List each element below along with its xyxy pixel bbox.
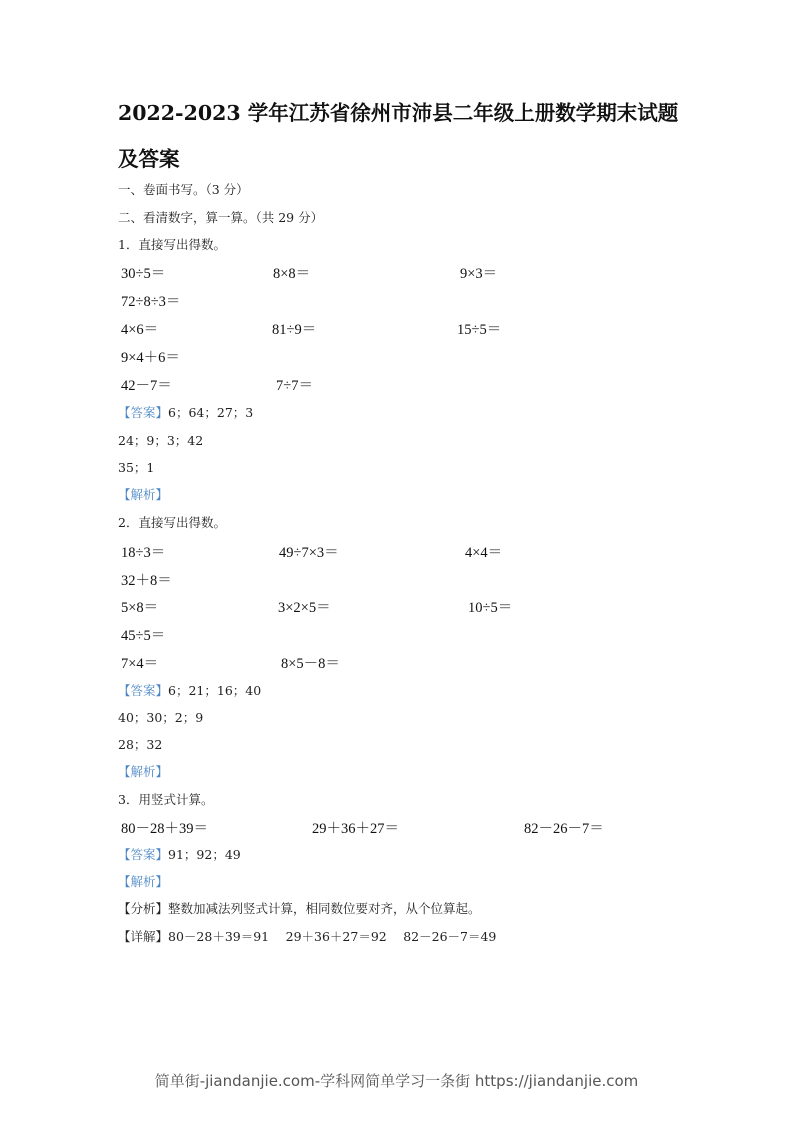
q1-item: 15÷5＝ xyxy=(457,322,502,338)
document-title-cont: 及答案 xyxy=(118,147,180,171)
q3-item: 82－26－7＝ xyxy=(524,821,604,837)
q3-detail xyxy=(118,927,496,945)
q2-answer-line: 28；32 xyxy=(118,737,163,752)
q1-item: 4×6＝ xyxy=(121,322,159,338)
q3-fenxi xyxy=(118,899,481,917)
q2-item: 45÷5＝ xyxy=(121,628,166,644)
q3-item: 29＋36＋27＝ xyxy=(312,821,399,837)
fenxi-label: 【分析】 xyxy=(118,901,169,916)
q3-heading: 3．用竖式计算。 xyxy=(118,792,214,807)
q1-item: 7÷7＝ xyxy=(276,378,313,394)
q2-item: 32＋8＝ xyxy=(121,573,172,589)
q1-heading: 1．直接写出得数。 xyxy=(118,237,226,252)
q2-item: 3×2×5＝ xyxy=(278,600,331,616)
q1-item: 81÷9＝ xyxy=(272,322,317,338)
answer-text: 6；64；27；3 xyxy=(168,405,254,420)
answer-text: 6；21；16；40 xyxy=(168,683,262,698)
q3-item: 80－28＋39＝ xyxy=(121,821,208,837)
answer-label: 【答案】 xyxy=(118,405,169,420)
q1-item: 42－7＝ xyxy=(121,378,172,394)
section-1-heading: 一、卷面书写。（3 分） xyxy=(118,182,249,197)
q2-heading: 2．直接写出得数。 xyxy=(118,515,226,530)
detail-text: 80－28＋39＝91 29＋36＋27＝92 82－26－7＝49 xyxy=(168,929,497,944)
q3-answer xyxy=(118,845,241,863)
answer-text: 91；92；49 xyxy=(168,847,241,862)
q2-item: 5×8＝ xyxy=(121,600,159,616)
q1-item: 8×8＝ xyxy=(273,266,311,282)
document-title: 2022-2023 学年江苏省徐州市沛县二年级上册数学期末试题 xyxy=(118,101,679,125)
q1-item: 30÷5＝ xyxy=(121,266,166,282)
q2-answer-line: 40；30；2；9 xyxy=(118,710,204,725)
q1-item: 9×4＋6＝ xyxy=(121,350,180,366)
q1-answer-line: 35；1 xyxy=(118,460,155,475)
q1-item: 9×3＝ xyxy=(460,266,498,282)
q2-item: 8×5－8＝ xyxy=(281,656,340,672)
footer-watermark: 简单街-jiandanjie.com-学科网简单学习一条街 https://jiandanjie.com xyxy=(154,1072,639,1090)
xiangjie-label: 【详解】 xyxy=(118,929,169,944)
q2-item: 4×4＝ xyxy=(465,545,503,561)
answer-label: 【答案】 xyxy=(118,683,169,698)
q2-item: 10÷5＝ xyxy=(468,600,513,616)
q2-item: 7×4＝ xyxy=(121,656,159,672)
q1-item: 72÷8÷3＝ xyxy=(121,294,181,310)
answer-label: 【答案】 xyxy=(118,847,169,862)
q2-item: 49÷7×3＝ xyxy=(279,545,339,561)
q1-answer xyxy=(118,403,253,421)
q2-answer xyxy=(118,681,261,699)
q2-analysis-label: 【解析】 xyxy=(118,764,169,779)
q1-analysis-label: 【解析】 xyxy=(118,487,169,502)
q1-answer-line: 24；9；3；42 xyxy=(118,433,204,448)
q3-analysis-label: 【解析】 xyxy=(118,874,169,889)
q2-item: 18÷3＝ xyxy=(121,545,166,561)
fenxi-text: 整数加减法列竖式计算，相同数位要对齐，从个位算起。 xyxy=(168,901,481,916)
section-2-heading: 二、看清数字，算一算。（共 29 分） xyxy=(118,210,324,225)
